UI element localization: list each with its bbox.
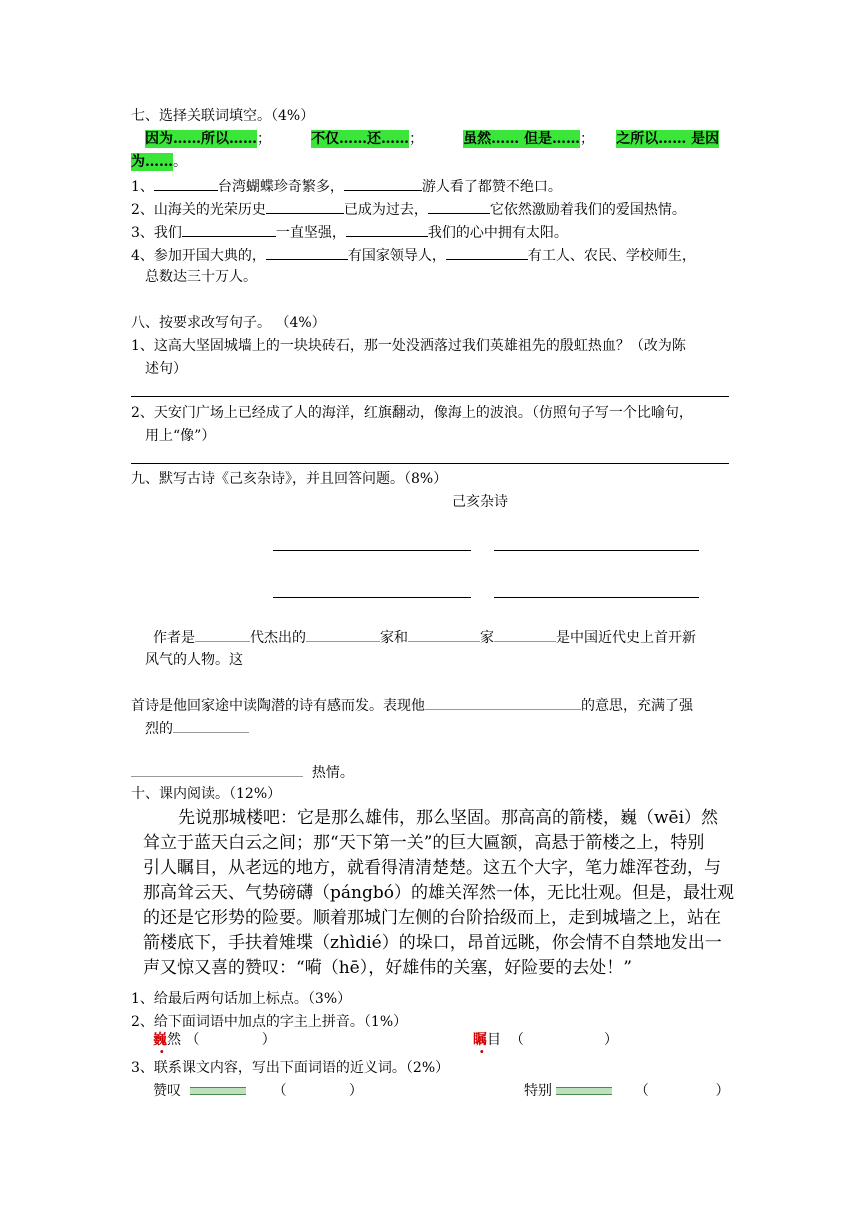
blank[interactable] bbox=[266, 245, 348, 260]
answer-line[interactable] bbox=[131, 463, 729, 464]
q9-meaning: 首诗是他回家途中读陶潜的诗有感而发。表现他 的意思，充满了强 bbox=[131, 695, 693, 716]
answer-line[interactable] bbox=[131, 396, 729, 397]
q9-author: 作者是 代杰出的 家和 家 是中国近代史上首开新 bbox=[153, 627, 696, 648]
passage-line: 先说那城楼吧：它是那么雄伟，那么坚固。那高高的箭楼，巍（wēi）然 bbox=[178, 808, 719, 828]
blank[interactable] bbox=[182, 222, 276, 237]
poem-line[interactable] bbox=[273, 597, 471, 598]
synonym-item-2: 特别 （ ） bbox=[524, 1083, 730, 1099]
q10-2: 2、给下面词语中加点的字主上拼音。（1%） bbox=[131, 1014, 408, 1030]
conjunction-options: 因为……所以……； 不仅……还……； 虽然…… 但是……； 之所以…… 是因 bbox=[145, 131, 720, 147]
blank[interactable] bbox=[266, 199, 344, 214]
q7-1: 1、 台湾蝴蝶珍奇繁多， 游人看了都赞不绝口。 bbox=[131, 176, 562, 197]
passage-line: 的还是它形势的险要。顺着那城门左侧的台阶拾级而上，走到城墙之上，站在 bbox=[143, 908, 721, 928]
q7-2: 2、山海关的光荣历史 已成为过去， 它依然激励着我们的爱国热情。 bbox=[131, 199, 686, 220]
passage-line: 声又惊又喜的赞叹：“嗬（hē），好雄伟的关塞，好险要的去处！” bbox=[143, 958, 632, 978]
passage-line: 耸立于蓝天白云之间；那“天下第一关”的巨大匾额，高悬于箭楼之上，特别 bbox=[143, 833, 705, 853]
passage-line: 箭楼底下，手扶着雉堞（zhìdié）的垛口，昂首远眺，你会情不自禁地发出一 bbox=[143, 933, 722, 953]
section-9-title: 九、默写古诗《己亥杂诗》，并且回答问题。（8%） bbox=[131, 471, 448, 487]
poem-line[interactable] bbox=[273, 550, 471, 551]
q10-3: 3、联系课文内容，写出下面词语的近义词。（2%） bbox=[131, 1060, 450, 1076]
q7-4: 4、参加开国大典的， 有国家领导人， 有工人、农民、学校师生， bbox=[131, 245, 696, 266]
pinyin-item-2: 瞩目 （ ） bbox=[473, 1032, 619, 1048]
blank[interactable] bbox=[344, 176, 422, 191]
blank[interactable] bbox=[428, 199, 490, 214]
option-4-cont: 为……。 bbox=[131, 154, 187, 170]
poem-line[interactable] bbox=[494, 597, 699, 598]
blank[interactable] bbox=[154, 176, 218, 191]
option-4: 之所以…… 是因 bbox=[616, 131, 720, 147]
blank[interactable] bbox=[346, 222, 428, 237]
synonym-item-1: 赞叹 （ ） bbox=[153, 1083, 363, 1099]
option-1: 因为……所以…… bbox=[145, 131, 257, 147]
pinyin-item-1: 巍然 （ ） bbox=[153, 1032, 276, 1048]
section-10-title: 十、课内阅读。（12%） bbox=[131, 786, 282, 802]
poem-line[interactable] bbox=[494, 550, 699, 551]
blank[interactable] bbox=[446, 245, 528, 260]
option-2: 不仅……还…… bbox=[311, 131, 410, 147]
option-3: 虽然…… 但是…… bbox=[463, 131, 580, 147]
section-8-title: 八、按要求改写句子。 （4%） bbox=[131, 315, 326, 331]
poem-title: 己亥杂诗 bbox=[452, 494, 508, 510]
section-7-title: 七、选择关联词填空。（4%） bbox=[131, 108, 315, 124]
passage-line: 那高耸云天、气势磅礴（pángbó）的雄关浑然一体，无比壮观。但是，最壮观 bbox=[143, 883, 734, 903]
q7-3: 3、我们 一直坚强， 我们的心中拥有太阳。 bbox=[131, 222, 568, 243]
q10-1: 1、给最后两句话加上标点。（3%） bbox=[131, 991, 352, 1007]
passage-line: 引人瞩目，从老远的地方，就看得清清楚楚。这五个大字，笔力雄浑苍劲，与 bbox=[143, 858, 721, 878]
